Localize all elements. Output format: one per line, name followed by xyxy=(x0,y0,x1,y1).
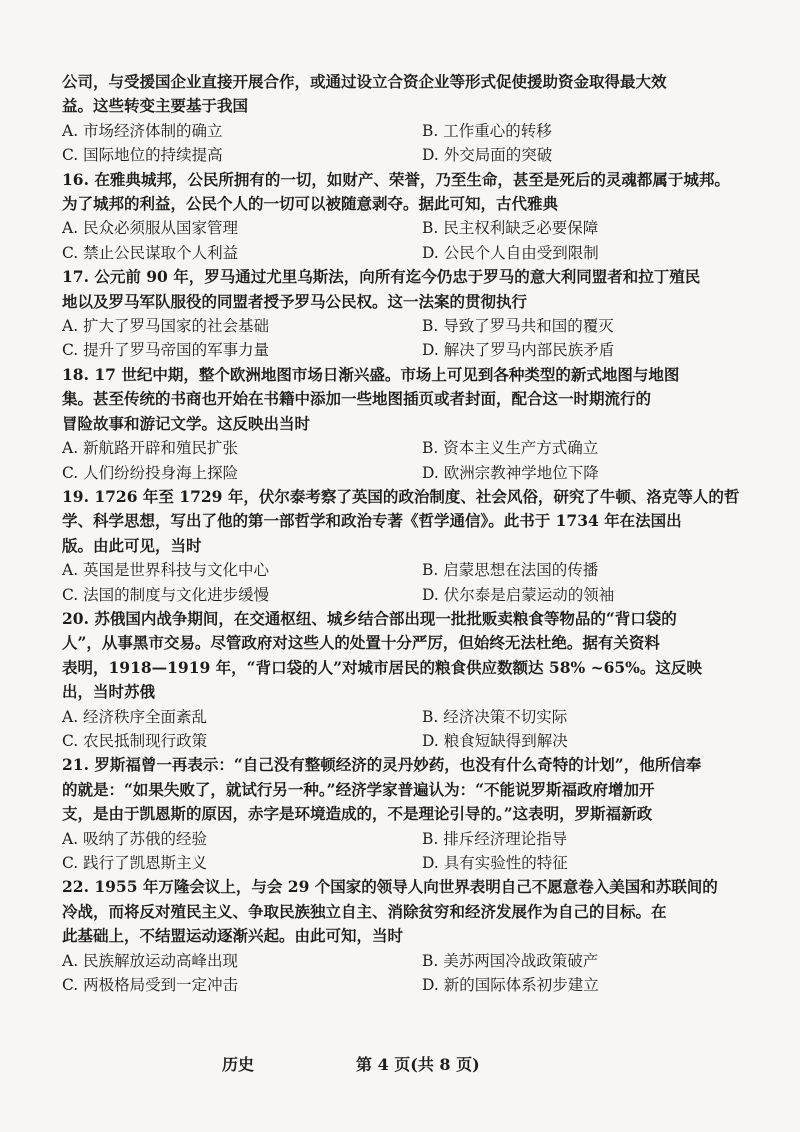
question-stem-line: 益。这些转变主要基于我国 xyxy=(62,96,249,116)
question-18 xyxy=(62,363,722,485)
question-16 xyxy=(62,168,730,266)
option-c: C. 两极格局受到一定冲击 xyxy=(62,976,239,995)
option-c: C. 提升了罗马帝国的军事力量 xyxy=(62,341,270,360)
question-stem-line: 学、科学思想，写出了他的第一部哲学和政治专著《哲学通信》。此书于 1734 年在法国出 xyxy=(62,511,682,531)
option-d: D. 公民个人自由受到限制 xyxy=(422,243,599,262)
question-15 xyxy=(62,70,722,168)
question-stem-line: 22. 1955 年万隆会议上，与会 29 个国家的领导人向世界表明自己不愿意卷入美国和苏联间的 xyxy=(62,877,718,897)
options xyxy=(62,119,722,168)
option-b: B. 美苏两国冷战政策破产 xyxy=(422,951,599,970)
question-stem-line: 地以及罗马军队服役的同盟者授予罗马公民权。这一法案的贯彻执行 xyxy=(62,291,528,311)
question-19 xyxy=(62,485,740,607)
option-a: A. 民族解放运动高峰出现 xyxy=(62,951,239,970)
option-a: A. 经济秩序全面紊乱 xyxy=(62,707,208,726)
question-stem-line: 21. 罗斯福曾一再表示：“自己没有整顿经济的灵丹妙药，也没有什么奇特的计划”，他所信奉 xyxy=(62,755,702,775)
options xyxy=(62,949,722,998)
option-c: C. 人们纷纷投身海上探险 xyxy=(62,463,239,482)
option-b: B. 启蒙思想在法国的传播 xyxy=(422,561,599,580)
question-stem-line: 集。甚至传统的书商也开始在书籍中添加一些地图插页或者封面，配合这一时期流行的 xyxy=(62,389,652,409)
option-c: C. 禁止公民谋取个人利益 xyxy=(62,243,239,262)
option-d: D. 伏尔泰是启蒙运动的领袖 xyxy=(422,585,615,604)
option-d: D. 欧洲宗教神学地位下降 xyxy=(422,463,599,482)
option-b: B. 排斥经济理论指导 xyxy=(422,829,568,848)
option-a: A. 市场经济体制的确立 xyxy=(62,121,223,140)
question-stem-line: 支，是由于凯恩斯的原因，赤字是环境造成的，不是理论引导的。”这表明，罗斯福新政 xyxy=(62,804,653,824)
option-b: B. 导致了罗马共和国的覆灭 xyxy=(422,317,614,336)
question-stem-line: 公司，与受援国企业直接开展合作，或通过设立合资企业等形式促使援助资金取得最大效 xyxy=(62,72,667,91)
question-stem-line: 出，当时苏俄 xyxy=(62,682,156,702)
option-a: A. 英国是世界科技与文化中心 xyxy=(62,561,270,580)
question-stem-line: 17. 公元前 90 年，罗马通过尤里乌斯法，向所有迄今仍忠于罗马的意大利同盟者和拉丁殖民 xyxy=(62,267,701,287)
option-b: B. 民主权利缺乏必要保障 xyxy=(422,219,599,238)
option-c: C. 法国的制度与文化进步缓慢 xyxy=(62,585,270,604)
option-d: D. 具有实验性的特征 xyxy=(422,854,568,872)
option-a: A. 扩大了罗马国家的社会基础 xyxy=(62,317,270,336)
question-stem-line: 18. 17 世纪中期，整个欧洲地图市场日渐兴盛。市场上可见到各种类型的新式地图与地图 xyxy=(62,364,680,384)
question-stem-line: 19. 1726 年至 1729 年，伏尔泰考察了英国的政治制度、社会风俗，研究了牛顿、洛克等人的哲 xyxy=(62,486,740,506)
option-b: B. 资本主义生产方式确立 xyxy=(422,439,599,458)
question-stem-line: 表明，1918—1919 年，“背口袋的人”对城市居民的粮食供应数额达 58% ~65%。这反映 xyxy=(62,657,702,677)
options xyxy=(62,314,722,363)
question-stem-line: 人”，从事黑市交易。尽管政府对这些人的处置十分严厉，但始终无法杜绝。据有关资料 xyxy=(62,633,660,653)
option-a: A. 民众必须服从国家管理 xyxy=(62,219,239,238)
question-stem-line: 的就是：“如果失败了，就试行另一种。”经济学家普遍认为：“不能说罗斯福政府增加开 xyxy=(62,779,655,799)
page-number: 第 4 页(共 8 页) xyxy=(356,1055,480,1074)
question-stem-line: 此基础上，不结盟运动逐渐兴起。由此可知，当时 xyxy=(62,926,404,946)
question-22 xyxy=(62,875,722,997)
question-21 xyxy=(62,753,722,875)
subject-label: 历史 xyxy=(222,1055,255,1074)
option-a: A. 吸纳了苏俄的经验 xyxy=(62,829,208,848)
option-b: B. 工作重心的转移 xyxy=(422,121,552,140)
option-b: B. 经济决策不切实际 xyxy=(422,707,568,726)
options xyxy=(62,827,722,876)
options xyxy=(62,705,722,754)
question-20 xyxy=(62,607,722,753)
question-stem-line: 冒险故事和游记文学。这反映出当时 xyxy=(62,413,311,433)
option-d: D. 粮食短缺得到解决 xyxy=(422,731,568,750)
question-stem-line: 为了城邦的利益，公民个人的一切可以被随意剥夺。据此可知，古代雅典 xyxy=(62,194,559,214)
options xyxy=(62,216,722,265)
option-c: C. 践行了凯恩斯主义 xyxy=(62,854,208,872)
option-d: D. 外交局面的突破 xyxy=(422,146,553,165)
question-stem-line: 冷战，而将反对殖民主义、争取民族独立自主、消除贫穷和经济发展作为自己的目标。在 xyxy=(62,901,667,921)
option-d: D. 解决了罗马内部民族矛盾 xyxy=(422,341,615,360)
questions-area xyxy=(62,70,740,997)
option-c: C. 国际地位的持续提高 xyxy=(62,146,223,165)
question-17 xyxy=(62,265,722,363)
options xyxy=(62,558,722,607)
question-stem-line: 版。由此可见，当时 xyxy=(62,535,202,555)
option-c: C. 农民抵制现行政策 xyxy=(62,731,208,750)
options xyxy=(62,436,722,485)
option-a: A. 新航路开辟和殖民扩张 xyxy=(62,439,239,458)
question-stem-line: 16. 在雅典城邦，公民所拥有的一切，如财产、荣誉，乃至生命，甚至是死后的灵魂都属于城邦。 xyxy=(62,169,730,189)
option-d: D. 新的国际体系初步建立 xyxy=(422,976,599,995)
question-stem-line: 20. 苏俄国内战争期间，在交通枢纽、城乡结合部出现一批批贩卖粮食等物品的“背口袋的 xyxy=(62,608,677,628)
